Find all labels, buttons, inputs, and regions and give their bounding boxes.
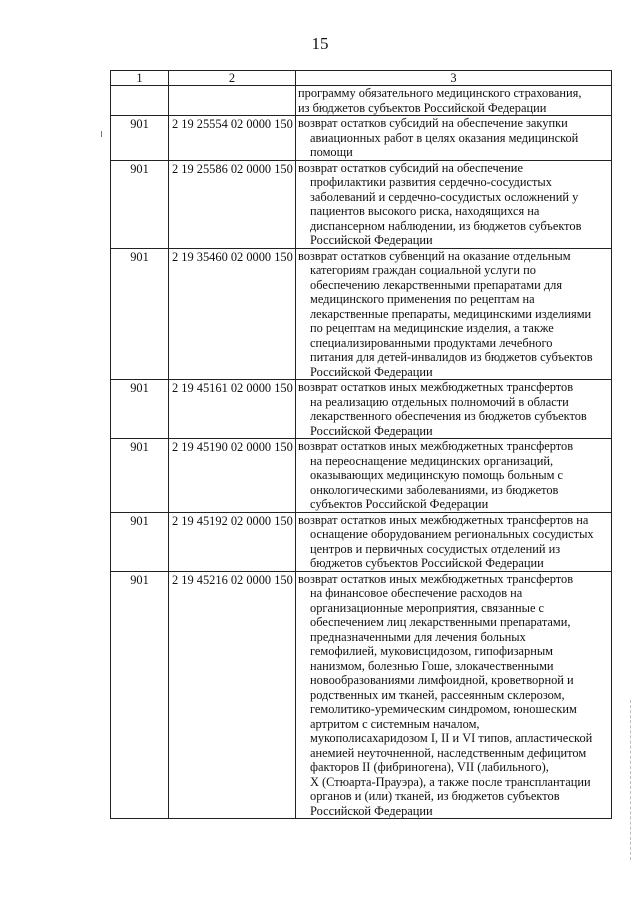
- budget-code-cell: 2 19 35460 02 0000 150: [169, 248, 296, 380]
- description-line: организационные мероприятия, связанные с: [310, 600, 545, 615]
- budget-code-cell: 2 19 25586 02 0000 150: [169, 160, 296, 248]
- description-line: заболеваний и сердечно-сосудистых осложнений у: [310, 189, 579, 204]
- description-line: пациентов высокого риска, находящихся на: [310, 204, 540, 218]
- description-line: диспансерном наблюдении, из бюджетов субъектов: [310, 218, 582, 233]
- description-line: предназначенными для лечения больных: [310, 629, 526, 644]
- description-line: обеспечением лиц лекарственными препаратами,: [310, 615, 571, 629]
- description-line: факторов II (фибриногена), VII (лабильного),: [310, 760, 549, 774]
- description-line: онкологическими заболеваниями, из бюджетов: [310, 482, 559, 497]
- description-line: Российской Федерации: [310, 423, 433, 438]
- description-line: анемией неуточненной, наследственным дефицитом: [310, 745, 587, 760]
- admin-code-cell: 901: [111, 571, 169, 819]
- description-line: медицинского применения по рецептам на: [310, 292, 535, 306]
- description-line: лекарственного обеспечения из бюджетов субъектов: [310, 409, 587, 423]
- description-line: нанизмом, болезнью Гоше, злокачественными: [310, 658, 554, 673]
- table-header-row: [111, 71, 612, 86]
- description-line: возврат остатков субсидий на обеспечение: [298, 160, 523, 175]
- column-header-3: 3: [296, 71, 612, 86]
- budget-code-cell: 2 19 45192 02 0000 150: [169, 512, 296, 571]
- description-line: программу обязательного медицинского страхования,: [298, 86, 582, 100]
- description-line: из бюджетов субъектов Российской Федерации: [298, 100, 547, 115]
- budget-code-cell: 2 19 45161 02 0000 150: [169, 380, 296, 439]
- table-row: [111, 248, 612, 380]
- table-row: [111, 160, 612, 248]
- admin-code-cell: [111, 86, 169, 116]
- description-line: категориям граждан социальной услуги по: [310, 263, 536, 277]
- table-row: [111, 512, 612, 571]
- description-line: помощи: [310, 145, 353, 159]
- admin-code-cell: 901: [111, 380, 169, 439]
- description-cell: [296, 571, 612, 819]
- description-cell: [296, 116, 612, 161]
- description-cell: [296, 512, 612, 571]
- budget-codes-table: [110, 70, 612, 819]
- description-line: на переоснащение медицинских организаций,: [310, 453, 554, 468]
- table-row: [111, 571, 612, 819]
- description-line: на реализацию отдельных полномочий в области: [310, 394, 569, 409]
- description-line: оснащение оборудованием региональных сосудистых: [310, 527, 594, 541]
- description-line: специализированными продуктами лечебного: [310, 335, 553, 350]
- description-line: профилактики развития сердечно-сосудистых: [310, 175, 552, 189]
- description-line: питания для детей-инвалидов из бюджетов субъектов: [310, 350, 593, 364]
- description-line: Российской Федерации: [310, 803, 433, 818]
- table-body: [111, 71, 612, 819]
- description-line: X (Стюарта-Прауэра), а также после трансплантации: [310, 774, 591, 789]
- budget-code-cell: 2 19 45216 02 0000 150: [169, 571, 296, 819]
- description-line: по рецептам на медицинские изделия, а также: [310, 321, 554, 335]
- admin-code-cell: 901: [111, 439, 169, 513]
- budget-code-cell: 2 19 45190 02 0000 150: [169, 439, 296, 513]
- table-row: [111, 380, 612, 439]
- description-line: возврат остатков иных межбюджетных трансфертов: [298, 380, 574, 394]
- description-cell: [296, 439, 612, 513]
- description-line: субъектов Российской Федерации: [310, 497, 489, 511]
- admin-code-cell: 901: [111, 512, 169, 571]
- description-line: гемолитико-уремическим синдромом, юношеским: [310, 702, 577, 716]
- description-line: артритом с системным началом,: [310, 716, 480, 731]
- description-line: оказывающих медицинскую помощь больным с: [310, 468, 564, 482]
- admin-code-cell: 901: [111, 248, 169, 380]
- description-line: мукополисахаридозом I, II и VI типов, апластической: [310, 731, 593, 745]
- scan-edge-mark: [630, 700, 632, 860]
- description-line: Российской Федерации: [310, 364, 433, 379]
- admin-code-cell: 901: [111, 116, 169, 161]
- column-header-2: 2: [169, 71, 296, 86]
- description-line: новообразованиями лимфоидной, кроветворной и: [310, 673, 574, 687]
- description-cell: [296, 86, 612, 116]
- description-line: на финансовое обеспечение расходов на: [310, 586, 523, 600]
- description-cell: [296, 248, 612, 380]
- table-row: [111, 116, 612, 161]
- description-line: возврат остатков иных межбюджетных трансфертов: [298, 439, 574, 453]
- description-line: родственных им тканей, рассеянным склерозом,: [310, 687, 565, 702]
- description-line: Российской Федерации: [310, 233, 433, 247]
- description-line: возврат остатков иных межбюджетных трансфертов: [298, 571, 574, 586]
- page-number: 15: [311, 34, 329, 53]
- description-line: лекарственные препараты, медицинскими изделиями: [310, 306, 592, 321]
- description-line: обеспечению лекарственными препаратами для: [310, 277, 563, 292]
- budget-code-cell: 2 19 25554 02 0000 150: [169, 116, 296, 161]
- description-line: авиационных работ в целях оказания медицинской: [310, 130, 579, 145]
- description-cell: [296, 380, 612, 439]
- description-line: возврат остатков субсидий на обеспечение закупки: [298, 116, 568, 130]
- table-row: [111, 439, 612, 513]
- description-line: возврат остатков иных межбюджетных трансфертов на: [298, 512, 589, 527]
- column-header-1: 1: [111, 71, 169, 86]
- admin-code-cell: 901: [111, 160, 169, 248]
- table-row: [111, 86, 612, 116]
- description-cell: [296, 160, 612, 248]
- margin-mark: [101, 131, 104, 137]
- description-line: центров и первичных сосудистых отделений из: [310, 541, 561, 556]
- description-line: бюджетов субъектов Российской Федерации: [310, 556, 544, 570]
- description-line: органов и (или) тканей, из бюджетов субъектов: [310, 789, 560, 803]
- description-line: гемофилией, муковисцидозом, гипофизарным: [310, 644, 554, 658]
- description-line: возврат остатков субвенций на оказание отдельным: [298, 248, 571, 263]
- budget-code-cell: [169, 86, 296, 116]
